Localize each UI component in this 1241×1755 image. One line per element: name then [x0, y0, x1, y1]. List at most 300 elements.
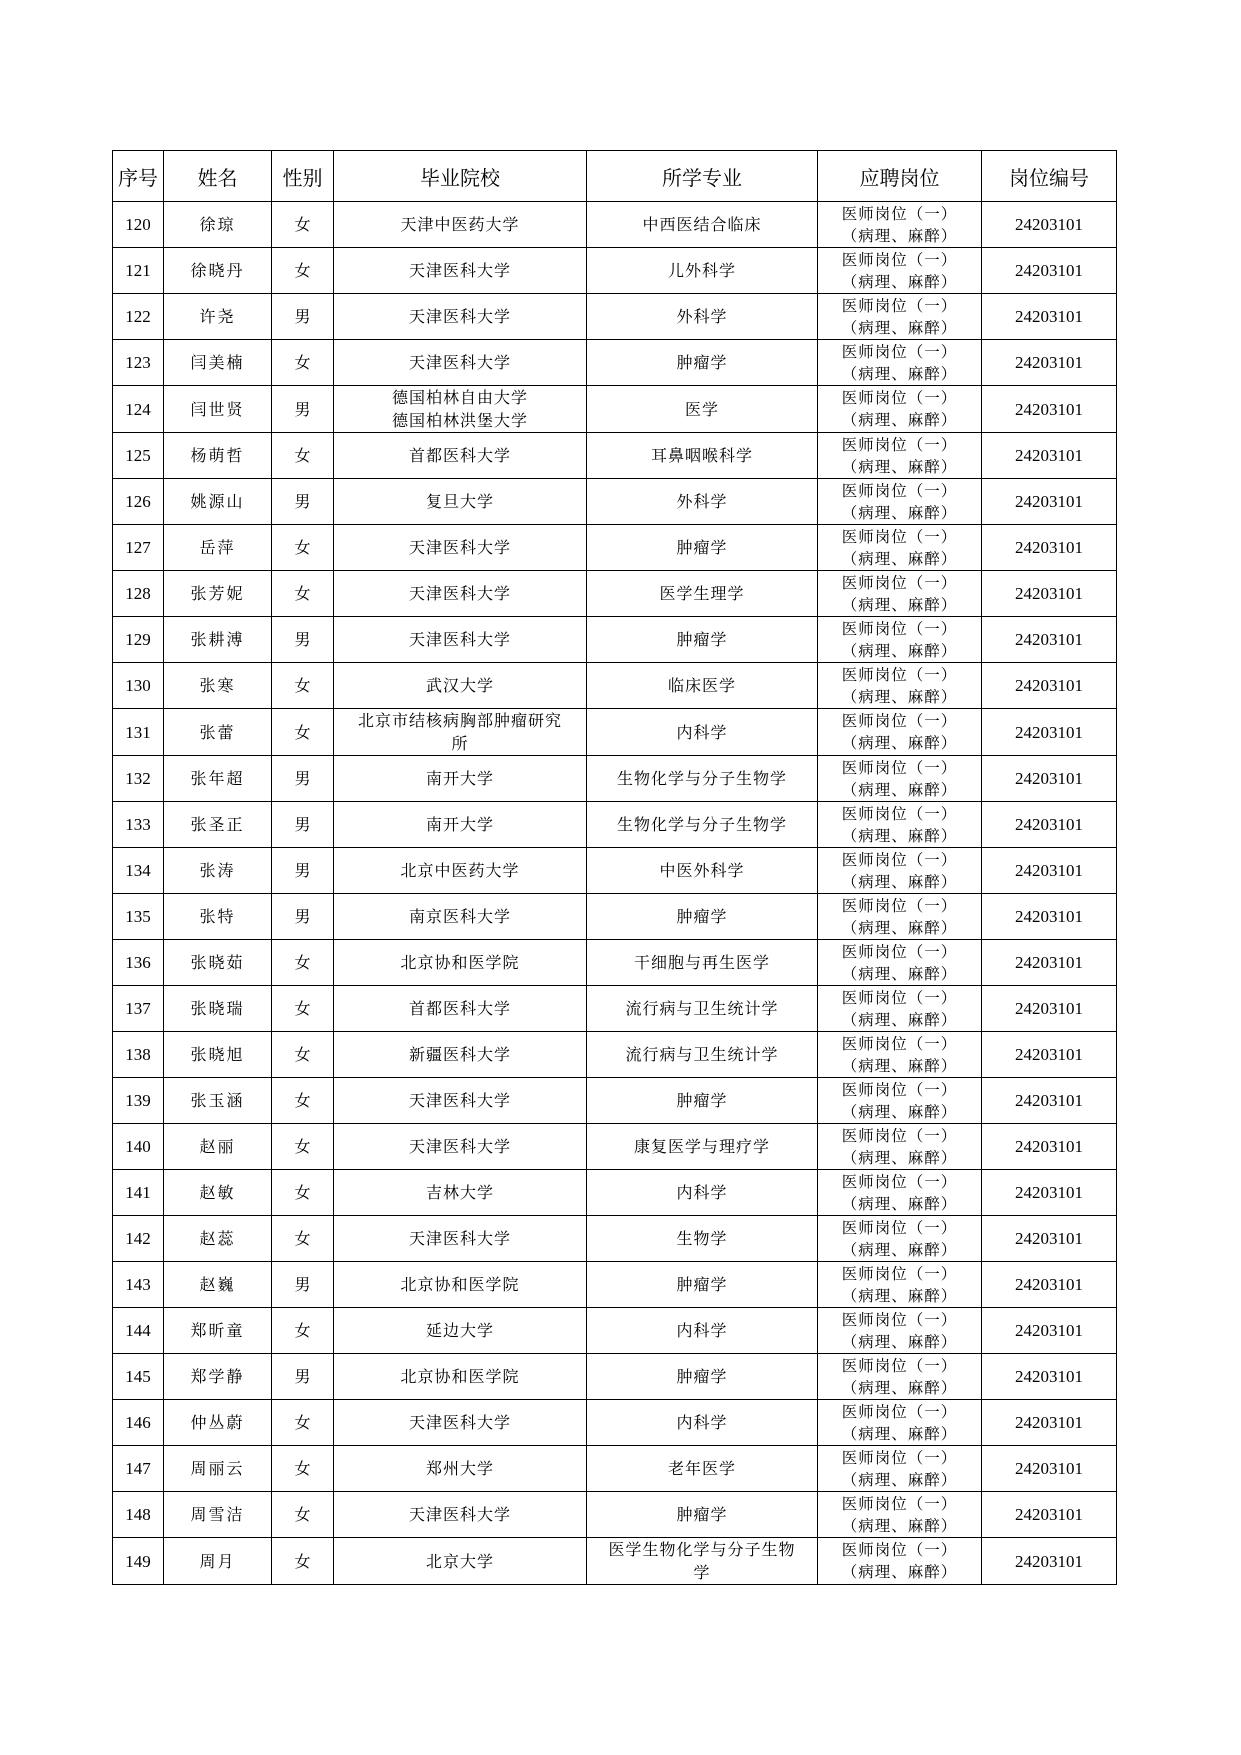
cell-major — [587, 663, 818, 709]
cell-no: 120 — [113, 202, 164, 248]
cell-code: 24203101 — [982, 294, 1117, 340]
cell-post-line: （病理、麻醉） — [841, 272, 958, 291]
cell-school — [334, 1446, 587, 1492]
cell-gender: 女 — [272, 1032, 334, 1078]
cell-name: 闫美楠 — [164, 340, 272, 386]
cell-major — [587, 1032, 818, 1078]
cell-code: 24203101 — [982, 848, 1117, 894]
cell-school-line: 天津医科大学 — [408, 538, 511, 557]
cell-major — [587, 340, 818, 386]
cell-post-line: 医师岗位（一） — [841, 850, 958, 869]
cell-major-line: 生物学 — [676, 1229, 728, 1248]
cell-post-line: （病理、麻醉） — [841, 1010, 958, 1029]
table-row — [113, 1354, 1117, 1400]
cell-gender: 男 — [272, 386, 334, 433]
cell-major — [587, 525, 818, 571]
cell-no: 145 — [113, 1354, 164, 1400]
cell-post-line: 医师岗位（一） — [841, 1494, 958, 1513]
cell-major — [587, 1308, 818, 1354]
cell-no: 132 — [113, 756, 164, 802]
cell-post-line: （病理、麻醉） — [841, 918, 958, 937]
cell-code: 24203101 — [982, 1216, 1117, 1262]
cell-post — [818, 340, 982, 386]
cell-post — [818, 1538, 982, 1585]
cell-school-line: 天津医科大学 — [408, 307, 511, 326]
cell-post — [818, 386, 982, 433]
cell-post — [818, 848, 982, 894]
cell-code: 24203101 — [982, 479, 1117, 525]
cell-major-line: 肿瘤学 — [676, 907, 728, 926]
cell-gender: 男 — [272, 1354, 334, 1400]
cell-post — [818, 1492, 982, 1538]
cell-no: 138 — [113, 1032, 164, 1078]
cell-post — [818, 940, 982, 986]
cell-code: 24203101 — [982, 386, 1117, 433]
cell-code: 24203101 — [982, 663, 1117, 709]
header-name: 姓名 — [164, 151, 272, 202]
table-row — [113, 848, 1117, 894]
cell-code: 24203101 — [982, 571, 1117, 617]
cell-school-line: 武汉大学 — [425, 676, 494, 695]
cell-code: 24203101 — [982, 802, 1117, 848]
cell-post — [818, 663, 982, 709]
cell-school — [334, 663, 587, 709]
cell-code: 24203101 — [982, 756, 1117, 802]
cell-major-line: 医学 — [684, 399, 719, 419]
table-row — [113, 1262, 1117, 1308]
cell-no: 125 — [113, 433, 164, 479]
cell-post-line: （病理、麻醉） — [841, 1148, 958, 1167]
cell-major-line: 肿瘤学 — [676, 353, 728, 372]
cell-school — [334, 1262, 587, 1308]
cell-school — [334, 202, 587, 248]
cell-gender: 女 — [272, 940, 334, 986]
cell-no: 136 — [113, 940, 164, 986]
cell-major — [587, 1538, 818, 1585]
cell-major-line: 外科学 — [676, 492, 728, 511]
cell-gender: 女 — [272, 1124, 334, 1170]
cell-gender: 男 — [272, 1262, 334, 1308]
cell-school-line: 天津医科大学 — [408, 353, 511, 372]
cell-post-line: （病理、麻醉） — [841, 364, 958, 383]
cell-post-line: 医师岗位（一） — [841, 296, 958, 315]
table-row — [113, 571, 1117, 617]
cell-school-line: 新疆医科大学 — [408, 1045, 511, 1064]
table-row — [113, 202, 1117, 248]
table-row — [113, 340, 1117, 386]
cell-post-line: 医师岗位（一） — [841, 527, 958, 546]
cell-post-line: （病理、麻醉） — [841, 687, 958, 706]
cell-post-line: （病理、麻醉） — [841, 457, 958, 476]
cell-name: 姚源山 — [164, 479, 272, 525]
cell-school-line: 首都医科大学 — [408, 446, 511, 465]
cell-name: 岳萍 — [164, 525, 272, 571]
cell-no: 146 — [113, 1400, 164, 1446]
cell-post — [818, 1400, 982, 1446]
table-row — [113, 663, 1117, 709]
cell-no: 148 — [113, 1492, 164, 1538]
cell-post-line: 医师岗位（一） — [841, 1310, 958, 1329]
table-row — [113, 386, 1117, 433]
cell-no: 135 — [113, 894, 164, 940]
cell-major-line: 医学生理学 — [659, 584, 745, 603]
cell-post — [818, 617, 982, 663]
cell-post — [818, 433, 982, 479]
cell-gender: 女 — [272, 433, 334, 479]
cell-major — [587, 1124, 818, 1170]
cell-school-line: 延边大学 — [425, 1321, 494, 1340]
cell-major-line: 肿瘤学 — [676, 1505, 728, 1524]
cell-no: 134 — [113, 848, 164, 894]
cell-major — [587, 1400, 818, 1446]
cell-major-line: 内科学 — [676, 1321, 728, 1340]
cell-name: 赵丽 — [164, 1124, 272, 1170]
cell-school — [334, 986, 587, 1032]
cell-gender: 男 — [272, 802, 334, 848]
cell-name: 郑昕童 — [164, 1308, 272, 1354]
cell-post-line: （病理、麻醉） — [841, 734, 958, 752]
table-row — [113, 802, 1117, 848]
cell-no: 127 — [113, 525, 164, 571]
cell-post — [818, 894, 982, 940]
cell-name: 张晓茹 — [164, 940, 272, 986]
cell-no: 130 — [113, 663, 164, 709]
cell-post-line: 医师岗位（一） — [841, 619, 958, 638]
table-row — [113, 1124, 1117, 1170]
cell-post — [818, 1032, 982, 1078]
cell-gender: 女 — [272, 1170, 334, 1216]
cell-post-line: 医师岗位（一） — [841, 1264, 958, 1283]
cell-school — [334, 340, 587, 386]
cell-major-line: 肿瘤学 — [676, 538, 728, 557]
cell-post — [818, 294, 982, 340]
cell-code: 24203101 — [982, 340, 1117, 386]
table-row — [113, 940, 1117, 986]
table-row — [113, 433, 1117, 479]
cell-post-line: （病理、麻醉） — [841, 826, 958, 845]
table-row — [113, 1492, 1117, 1538]
cell-code: 24203101 — [982, 894, 1117, 940]
cell-school-line: 北京市结核病胸部肿瘤研究 — [357, 711, 562, 730]
cell-major — [587, 479, 818, 525]
cell-post — [818, 1124, 982, 1170]
cell-school-line: 北京协和医学院 — [400, 1275, 520, 1294]
cell-post-line: （病理、麻醉） — [841, 318, 958, 337]
cell-major — [587, 433, 818, 479]
cell-post-line: 医师岗位（一） — [841, 1034, 958, 1053]
cell-post-line: 医师岗位（一） — [841, 988, 958, 1007]
cell-major — [587, 386, 818, 433]
cell-major-line: 干细胞与再生医学 — [633, 953, 770, 972]
header-gender: 性别 — [272, 151, 334, 202]
cell-school-line: 吉林大学 — [425, 1183, 494, 1202]
cell-code: 24203101 — [982, 433, 1117, 479]
cell-post — [818, 802, 982, 848]
header-post: 应聘岗位 — [818, 151, 982, 202]
cell-major-line: 中医外科学 — [659, 861, 745, 880]
cell-school-line: 天津医科大学 — [408, 1505, 511, 1524]
cell-code: 24203101 — [982, 1124, 1117, 1170]
table-row — [113, 709, 1117, 756]
table-row — [113, 525, 1117, 571]
cell-major-line: 临床医学 — [667, 676, 736, 695]
cell-no: 137 — [113, 986, 164, 1032]
cell-code: 24203101 — [982, 1170, 1117, 1216]
cell-name: 赵蕊 — [164, 1216, 272, 1262]
cell-name: 仲丛蔚 — [164, 1400, 272, 1446]
cell-school — [334, 1492, 587, 1538]
header-school: 毕业院校 — [334, 151, 587, 202]
cell-major — [587, 202, 818, 248]
cell-post-line: （病理、麻醉） — [841, 1470, 958, 1489]
cell-major — [587, 1354, 818, 1400]
cell-name: 张蕾 — [164, 709, 272, 756]
cell-post — [818, 248, 982, 294]
cell-code: 24203101 — [982, 1354, 1117, 1400]
cell-post-line: 医师岗位（一） — [841, 573, 958, 592]
table-row — [113, 986, 1117, 1032]
cell-post-line: 医师岗位（一） — [841, 204, 958, 223]
cell-school — [334, 386, 587, 433]
cell-school-line: 天津中医药大学 — [400, 215, 520, 234]
cell-school-line: 天津医科大学 — [408, 630, 511, 649]
cell-school-line: 南开大学 — [425, 769, 494, 788]
cell-post-line: （病理、麻醉） — [841, 1424, 958, 1443]
cell-no: 123 — [113, 340, 164, 386]
cell-code: 24203101 — [982, 1400, 1117, 1446]
cell-post-line: 医师岗位（一） — [841, 1541, 958, 1559]
cell-gender: 女 — [272, 1400, 334, 1446]
cell-gender: 女 — [272, 1216, 334, 1262]
cell-post-line: （病理、麻醉） — [841, 226, 958, 245]
cell-school-line: 天津医科大学 — [408, 1229, 511, 1248]
cell-post-line: 医师岗位（一） — [841, 1402, 958, 1421]
cell-code: 24203101 — [982, 202, 1117, 248]
cell-gender: 女 — [272, 663, 334, 709]
cell-post — [818, 1446, 982, 1492]
cell-major — [587, 294, 818, 340]
cell-school-line: 北京协和医学院 — [400, 1367, 520, 1386]
cell-name: 周雪洁 — [164, 1492, 272, 1538]
table-row — [113, 1308, 1117, 1354]
cell-post — [818, 1354, 982, 1400]
table-row — [113, 894, 1117, 940]
cell-major — [587, 1216, 818, 1262]
cell-no: 131 — [113, 709, 164, 756]
cell-post-line: 医师岗位（一） — [841, 435, 958, 454]
table-row — [113, 1170, 1117, 1216]
cell-no: 140 — [113, 1124, 164, 1170]
cell-school-line: 北京大学 — [425, 1551, 494, 1571]
cell-gender: 男 — [272, 479, 334, 525]
cell-name: 张年超 — [164, 756, 272, 802]
cell-major — [587, 248, 818, 294]
cell-school-line: 南开大学 — [425, 815, 494, 834]
cell-school-line: 南京医科大学 — [408, 907, 511, 926]
cell-no: 124 — [113, 386, 164, 433]
cell-major — [587, 756, 818, 802]
cell-post-line: 医师岗位（一） — [841, 1126, 958, 1145]
cell-post — [818, 756, 982, 802]
cell-school — [334, 1032, 587, 1078]
cell-school-line: 德国柏林自由大学 — [391, 388, 528, 407]
cell-major-line: 外科学 — [676, 307, 728, 326]
table-row — [113, 1216, 1117, 1262]
cell-school-line: 天津医科大学 — [408, 1091, 511, 1110]
cell-major — [587, 709, 818, 756]
cell-major-line: 肿瘤学 — [676, 630, 728, 649]
cell-post-line: 医师岗位（一） — [841, 250, 958, 269]
cell-no: 144 — [113, 1308, 164, 1354]
cell-major-line: 生物化学与分子生物学 — [616, 815, 787, 834]
cell-school-line: 天津医科大学 — [408, 1137, 511, 1156]
cell-major-line: 内科学 — [676, 1413, 728, 1432]
cell-name: 张耕溥 — [164, 617, 272, 663]
cell-post — [818, 1170, 982, 1216]
cell-school — [334, 248, 587, 294]
cell-major-line: 耳鼻咽喉科学 — [650, 446, 753, 465]
cell-school-line: 所 — [451, 734, 469, 753]
cell-major — [587, 1078, 818, 1124]
cell-school-line: 德国柏林洪堡大学 — [391, 411, 528, 430]
cell-name: 许尧 — [164, 294, 272, 340]
table-row — [113, 1032, 1117, 1078]
cell-school — [334, 940, 587, 986]
cell-post-line: （病理、麻醉） — [841, 1332, 958, 1351]
header-row — [113, 151, 1117, 202]
cell-major-line: 儿外科学 — [667, 261, 736, 280]
cell-post-line: （病理、麻醉） — [841, 1194, 958, 1213]
cell-major — [587, 1170, 818, 1216]
table-row — [113, 294, 1117, 340]
cell-post-line: 医师岗位（一） — [841, 342, 958, 361]
cell-school — [334, 1124, 587, 1170]
cell-post-line: （病理、麻醉） — [841, 1286, 958, 1305]
cell-school-line: 天津医科大学 — [408, 261, 511, 280]
cell-gender: 男 — [272, 848, 334, 894]
cell-school — [334, 479, 587, 525]
cell-post-line: （病理、麻醉） — [841, 1563, 958, 1581]
cell-post-line: 医师岗位（一） — [841, 758, 958, 777]
cell-school-line: 天津医科大学 — [408, 1413, 511, 1432]
cell-major — [587, 802, 818, 848]
cell-gender: 女 — [272, 986, 334, 1032]
cell-major — [587, 1446, 818, 1492]
cell-major — [587, 571, 818, 617]
cell-no: 142 — [113, 1216, 164, 1262]
cell-no: 141 — [113, 1170, 164, 1216]
cell-major-line: 康复医学与理疗学 — [633, 1137, 770, 1156]
cell-name: 张涛 — [164, 848, 272, 894]
cell-post — [818, 479, 982, 525]
cell-post-line: （病理、麻醉） — [841, 411, 958, 429]
cell-school — [334, 294, 587, 340]
cell-major-line: 肿瘤学 — [676, 1367, 728, 1386]
candidate-table — [112, 150, 1117, 1585]
cell-name: 张芳妮 — [164, 571, 272, 617]
cell-no: 121 — [113, 248, 164, 294]
cell-post-line: （病理、麻醉） — [841, 503, 958, 522]
cell-school — [334, 894, 587, 940]
cell-post-line: 医师岗位（一） — [841, 896, 958, 915]
cell-code: 24203101 — [982, 709, 1117, 756]
header-major: 所学专业 — [587, 151, 818, 202]
cell-major-line: 老年医学 — [667, 1459, 736, 1478]
cell-major-line: 肿瘤学 — [676, 1275, 728, 1294]
cell-post-line: 医师岗位（一） — [841, 804, 958, 823]
cell-no: 126 — [113, 479, 164, 525]
cell-gender: 女 — [272, 1078, 334, 1124]
cell-post — [818, 525, 982, 571]
cell-post — [818, 709, 982, 756]
cell-school-line: 北京中医药大学 — [400, 861, 520, 880]
cell-school — [334, 1400, 587, 1446]
cell-major-line: 医学生物化学与分子生物 — [608, 1540, 796, 1559]
cell-name: 张圣正 — [164, 802, 272, 848]
cell-post-line: 医师岗位（一） — [841, 1448, 958, 1467]
cell-gender: 女 — [272, 1446, 334, 1492]
cell-gender: 女 — [272, 709, 334, 756]
cell-school-line: 天津医科大学 — [408, 584, 511, 603]
cell-post — [818, 571, 982, 617]
cell-school — [334, 1538, 587, 1585]
cell-gender: 女 — [272, 248, 334, 294]
cell-gender: 男 — [272, 294, 334, 340]
cell-school — [334, 1308, 587, 1354]
table-header — [113, 151, 1117, 202]
cell-gender: 男 — [272, 756, 334, 802]
cell-no: 122 — [113, 294, 164, 340]
cell-name: 赵巍 — [164, 1262, 272, 1308]
cell-post-line: （病理、麻醉） — [841, 964, 958, 983]
cell-post-line: （病理、麻醉） — [841, 1378, 958, 1397]
cell-post — [818, 1308, 982, 1354]
cell-major — [587, 986, 818, 1032]
cell-major — [587, 1492, 818, 1538]
cell-name: 闫世贤 — [164, 386, 272, 433]
cell-post-line: （病理、麻醉） — [841, 549, 958, 568]
cell-no: 143 — [113, 1262, 164, 1308]
cell-post-line: （病理、麻醉） — [841, 872, 958, 891]
cell-code: 24203101 — [982, 1078, 1117, 1124]
table-row — [113, 617, 1117, 663]
cell-school-line: 北京协和医学院 — [400, 953, 520, 972]
cell-name: 张特 — [164, 894, 272, 940]
cell-school — [334, 525, 587, 571]
cell-post-line: （病理、麻醉） — [841, 1056, 958, 1075]
cell-major — [587, 894, 818, 940]
cell-code: 24203101 — [982, 248, 1117, 294]
cell-post-line: 医师岗位（一） — [841, 665, 958, 684]
cell-school — [334, 433, 587, 479]
table-row — [113, 1538, 1117, 1585]
table-row — [113, 248, 1117, 294]
cell-post-line: 医师岗位（一） — [841, 942, 958, 961]
cell-name: 张晓旭 — [164, 1032, 272, 1078]
cell-gender: 女 — [272, 1308, 334, 1354]
header-no: 序号 — [113, 151, 164, 202]
cell-name: 徐晓丹 — [164, 248, 272, 294]
cell-major — [587, 940, 818, 986]
cell-code: 24203101 — [982, 1538, 1117, 1585]
cell-gender: 女 — [272, 202, 334, 248]
cell-major — [587, 617, 818, 663]
cell-name: 徐琼 — [164, 202, 272, 248]
cell-code: 24203101 — [982, 1446, 1117, 1492]
cell-post — [818, 1216, 982, 1262]
cell-gender: 女 — [272, 1538, 334, 1585]
cell-school — [334, 1078, 587, 1124]
